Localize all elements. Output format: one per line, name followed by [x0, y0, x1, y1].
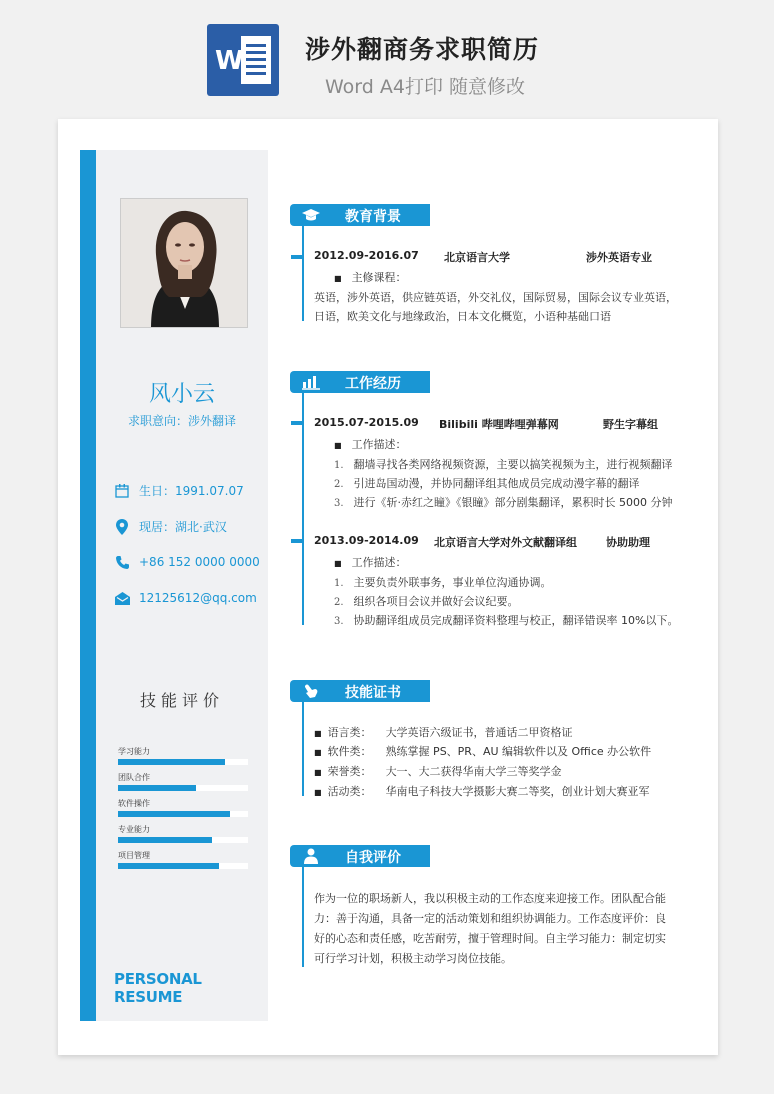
location-pin-icon: [114, 519, 130, 535]
banner: [0, 0, 774, 110]
skill-label: 团队合作: [118, 773, 150, 782]
skill-track: [118, 863, 248, 869]
skill-bar: [118, 851, 248, 869]
cert-key: 活动类：: [327, 785, 372, 798]
task-text: 进行《斩·赤红之瞳》《银瞳》部分剧集翻译，累积时长 5000 分钟: [353, 496, 673, 509]
self-eval-text: [314, 889, 669, 969]
skill-label: 学习能力: [118, 747, 150, 756]
mail-icon: [114, 590, 130, 606]
work-heading-text: 工作经历: [345, 376, 401, 392]
cert-value: 华南电子科技大学摄影大赛二等奖，创业计划大赛亚军: [385, 785, 650, 798]
task-text: 组织各项目会议并做好会议纪要。: [353, 595, 519, 608]
self-eval-line: 作为一位的职场新人，我以积极主动的工作态度来迎接工作。团队配合能: [314, 892, 666, 905]
timeline-marker: [291, 421, 302, 425]
cert-key: 语言类：: [327, 726, 372, 739]
job-task: [334, 612, 679, 628]
task-text: 主要负责外联事务，事业单位沟通协调。: [353, 576, 552, 589]
job-company: Bilibili 哔哩哔哩弹幕网: [439, 418, 559, 431]
skill-bar: [118, 825, 248, 843]
job-period: 2013.09-2014.09: [314, 534, 419, 547]
cert-value: 熟练掌握 PS、PR、AU 编辑软件以及 Office 办公软件: [385, 745, 652, 758]
skill-fill: [118, 837, 212, 843]
sidebar: [80, 150, 268, 1021]
skill-label: 项目管理: [118, 851, 150, 860]
skill-track: [118, 837, 248, 843]
job-intent: 求职意向：涉外翻译: [127, 414, 236, 428]
education-heading: [290, 204, 430, 226]
edu-major: 涉外英语专业: [586, 251, 652, 264]
self-eval-heading-text: 自我评价: [345, 850, 401, 866]
graduation-cap-icon: [302, 207, 320, 223]
phone-icon: [114, 554, 130, 570]
job-desc-label: ■ 工作描述：: [334, 554, 407, 570]
phone-row: [114, 554, 260, 570]
cert-item: [314, 783, 650, 799]
work-heading: [290, 371, 430, 393]
profile-photo: [120, 198, 248, 328]
self-eval-heading: [290, 845, 430, 867]
sidebar-accent-bar: [80, 150, 96, 1021]
job-desc-label: ■ 工作描述：: [334, 436, 407, 452]
location-text: 现居：湖北·武汉: [139, 520, 227, 534]
skill-bar: [118, 747, 248, 765]
certs-heading-text: 技能证书: [345, 685, 401, 701]
task-number: 3.: [334, 498, 344, 509]
job-company: 北京语言大学对外文献翻译组: [434, 536, 577, 549]
task-text: 引进岛国动漫，并协同翻译组其他成员完成动漫字幕的翻译: [353, 477, 640, 490]
banner-title: 涉外翻商务求职简历: [305, 35, 540, 64]
skill-bar: [118, 773, 248, 791]
self-eval-line: 力：善于沟通，具备一定的活动策划和组织协调能力。工作态度评价：良: [314, 912, 666, 925]
edu-courses-line: 英语，涉外英语，供应链英语，外交礼仪，国际贸易，国际会议专业英语，: [314, 291, 677, 304]
resume-page: [58, 119, 718, 1055]
job-task: [334, 456, 673, 472]
timeline-marker: [291, 539, 302, 543]
edu-courses-label: ■ 主修课程：: [334, 269, 407, 285]
job-task: [334, 475, 640, 491]
task-number: 3.: [334, 616, 344, 627]
birthday-row: [114, 482, 244, 499]
personal-resume-label: PERSONAL RESUME: [114, 970, 202, 1006]
phone-text: +86 152 0000 0000: [139, 555, 260, 569]
timeline-marker: [291, 255, 302, 259]
edu-school: 北京语言大学: [444, 251, 510, 264]
task-number: 2.: [334, 597, 344, 608]
self-eval-line: 可行学习计划，积极主动学习岗位技能。: [314, 952, 512, 965]
self-eval-line: 好的心态和责任感，吃苦耐劳，擅于管理时间。自主学习能力：制定切实: [314, 932, 666, 945]
edu-courses-line: 日语，欧美文化与地缘政治，日本文化概览，小语种基础口语: [314, 310, 611, 323]
job-task: [334, 494, 673, 510]
birthday-text: 生日：1991.07.07: [139, 484, 244, 498]
task-number: 1.: [334, 460, 344, 471]
location-row: [114, 518, 227, 535]
profile-name: 风小云: [148, 382, 215, 407]
banner-subtitle: Word A4打印 随意修改: [325, 76, 526, 98]
skill-bar: [118, 799, 248, 817]
timeline-line: [302, 393, 304, 625]
job-task: [334, 593, 519, 609]
job-period: 2015.07-2015.09: [314, 416, 419, 429]
task-number: 1.: [334, 578, 344, 589]
timeline-line: [302, 867, 304, 967]
word-icon: [207, 24, 279, 96]
email-row: [114, 590, 257, 606]
bar-chart-icon: [302, 374, 320, 390]
skill-label: 专业能力: [118, 825, 150, 834]
calendar-icon: [114, 483, 130, 499]
word-logo-letter: W: [215, 46, 244, 76]
hand-pointer-icon: [302, 683, 320, 699]
job-role: 协助助理: [606, 536, 650, 549]
email-text: 12125612@qq.com: [139, 591, 257, 605]
skill-track: [118, 811, 248, 817]
task-number: 2.: [334, 479, 344, 490]
education-heading-text: 教育背景: [345, 209, 401, 225]
skill-fill: [118, 759, 225, 765]
cert-item: [314, 763, 562, 779]
skill-fill: [118, 785, 196, 791]
cert-value: 大一、大二获得华南大学三等奖学金: [385, 765, 562, 778]
job-task: [334, 574, 552, 590]
skill-track: [118, 785, 248, 791]
skill-label: 软件操作: [118, 799, 150, 808]
cert-value: 大学英语六级证书，普通话二甲资格证: [385, 726, 573, 739]
cert-key: 荣誉类：: [327, 765, 372, 778]
job-role: 野生字幕组: [603, 418, 658, 431]
cert-item: [314, 724, 573, 740]
cert-item: [314, 743, 651, 759]
edu-period: 2012.09-2016.07: [314, 249, 419, 262]
skill-fill: [118, 811, 230, 817]
cert-key: 软件类：: [327, 745, 372, 758]
task-text: 翻墙寻找各类网络视频资源，主要以搞笑视频为主，进行视频翻译: [353, 458, 673, 471]
skill-track: [118, 759, 248, 765]
timeline-line: [302, 226, 304, 321]
skills-title: 技能评价: [139, 691, 224, 710]
certs-heading: [290, 680, 430, 702]
task-text: 协助翻译组成员完成翻译资料整理与校正，翻译错误率 10%以下。: [353, 614, 679, 627]
skill-fill: [118, 863, 219, 869]
person-icon: [302, 848, 320, 864]
timeline-line: [302, 702, 304, 796]
